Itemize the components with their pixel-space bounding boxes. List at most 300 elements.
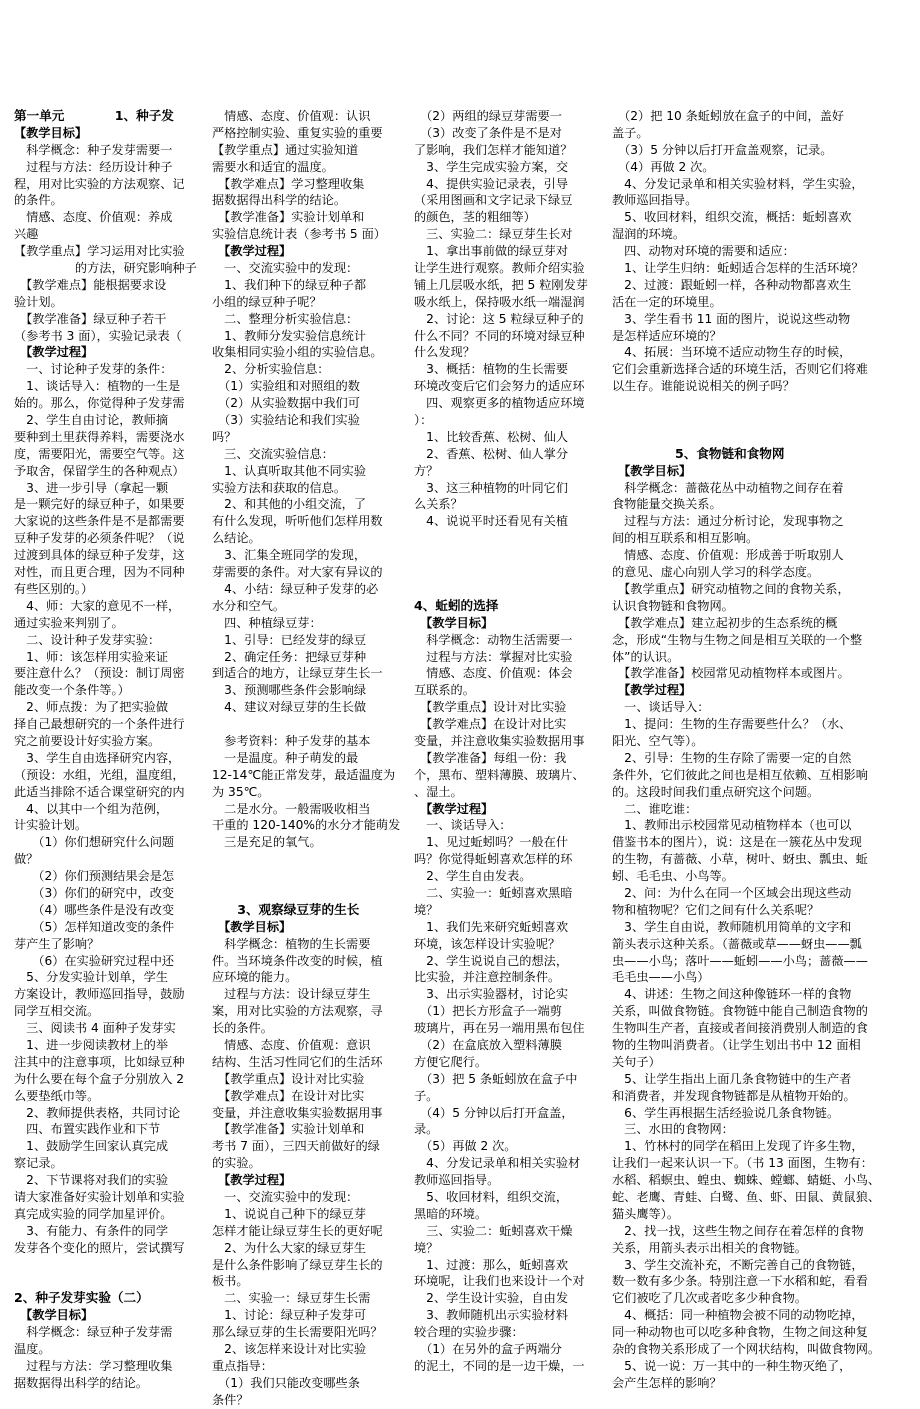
text-line: [612, 429, 910, 446]
text-line: 让我们一起来认识一下。（书 13 面图，生物有：: [612, 1156, 873, 1171]
text-line: 科学概念：种子发芽需要一: [14, 142, 214, 159]
text-line: 兴趣: [14, 226, 214, 243]
text-line: 了影响，我们怎样才能知道？: [414, 142, 640, 159]
text-line: （2）在盒底放入塑料薄膜: [414, 1037, 640, 1054]
text-line: 3、预测哪些条件会影响绿: [212, 682, 440, 699]
text-line: 境？: [414, 902, 640, 919]
text-line: （5）再做 2 次。: [414, 1138, 640, 1155]
text-line: 【教学准备】每组一份：我: [414, 750, 640, 767]
text-line: 案，用对比实验的方法观察，寻: [212, 1003, 440, 1020]
section-heading: 5、食物链和食物网: [612, 445, 785, 461]
text-line: 过程与方法：掌握对比实验: [414, 649, 640, 666]
text-line: 计实验计划。: [14, 817, 214, 834]
text-line: 2、确定任务：把绿豆芽种: [212, 649, 440, 666]
text-line: 的方法，研究影响种子: [14, 260, 214, 277]
bold-label: 【教学目标】: [212, 919, 440, 936]
text-line: （3）实验结论和我们实验: [212, 412, 440, 429]
text-line: 条件？: [212, 1392, 440, 1409]
text-line: 2、学生说说自己的想法，: [414, 953, 640, 970]
text-line: 对性，而且更合理，因为不同种: [14, 564, 214, 581]
text-line: （4）5 分钟以后打开盒盖，: [414, 1105, 640, 1122]
bold-label: 【教学目标】: [14, 125, 214, 142]
text-line: 1、谈话导入：植物的一生是: [14, 378, 214, 395]
text-line: 【教学重点】研究动植物之间的食物关系，: [612, 581, 850, 596]
text-line: 3、汇集全班同学的发现，: [212, 547, 440, 564]
text-line: 么结论。: [212, 530, 440, 547]
text-line: 是怎样适应环境的？: [612, 328, 722, 343]
text-line: 水分和空气。: [212, 598, 440, 615]
text-line: 四、布置实践作业和下节: [14, 1121, 214, 1138]
text-line: （3）把 5 条蚯蚓放在盒子中: [414, 1071, 640, 1088]
text-line: （1）你们想研究什么问题: [14, 834, 214, 851]
text-line: 么要垫纸巾等。: [14, 1088, 214, 1105]
text-line: 2、教师提供表格，共同讨论: [14, 1105, 214, 1122]
text-line: 12-14℃能正常发芽，最适温度为: [212, 767, 440, 784]
text-line: 1、师：该怎样用实验来证: [14, 649, 214, 666]
text-line: （2）两组的绿豆芽需要一: [414, 108, 640, 125]
text-line: 【教学难点】在设计对比实: [212, 1088, 440, 1105]
text-line: 大家说的这些条件是不是都需要: [14, 513, 214, 530]
column-2: [212, 108, 440, 1407]
text-line: 2、引导：生物的生存除了需要一定的自然: [612, 750, 852, 765]
text-line: 3、学生看书 11 面的图片，说说这些动物: [612, 311, 851, 326]
text-line: （采用图画和文字记录下绿豆: [414, 192, 640, 209]
text-line: 盖子。: [612, 125, 649, 140]
text-line: 3、这三种植物的叶同它们: [414, 480, 640, 497]
text-line: 2、和其他的小组交流，了: [212, 496, 440, 513]
text-line: 情感、态度、价值观：认识: [212, 108, 440, 125]
text-line: 4、小结：绿豆种子发芽的必: [212, 581, 440, 598]
bold-label: 【教学目标】: [612, 463, 692, 478]
text-line: 吗？你觉得蚯蚓喜欢怎样的环: [414, 851, 640, 868]
text-line: 小组的绿豆种子呢？: [212, 294, 440, 311]
text-line: 三、实验二：蚯蚓喜欢干燥: [414, 1223, 640, 1240]
text-line: [414, 581, 640, 598]
text-line: 1、过渡：那么，蚯蚓喜欢: [414, 1257, 640, 1274]
bold-label: 【教学过程】: [212, 1172, 440, 1189]
text-line: 1、见过蚯蚓吗？一般在什: [414, 834, 640, 851]
text-line: 较合理的实验步骤：: [414, 1324, 640, 1341]
section-heading: 3、观察绿豆芽的生长: [212, 902, 440, 919]
text-line: 活在一定的环境里。: [612, 294, 722, 309]
text-line: 【教学难点】建立起初步的生态系统的概: [612, 615, 838, 630]
text-line: 它们会重新选择合适的环境生活，否则它们将难: [612, 362, 868, 377]
text-line: 三、水田的食物网：: [612, 1122, 734, 1137]
text-line: 一、谈话导入：: [414, 817, 640, 834]
text-line: 二、实验一：蚯蚓喜欢黑暗: [414, 885, 640, 902]
text-line: 2、讨论：这 5 粒绿豆种子的: [414, 311, 640, 328]
text-line: 芽产生了影响？: [14, 936, 214, 953]
text-line: 6、学生再根据生活经验说几条食物链。: [612, 1105, 840, 1120]
text-line: 生物叫生产者，直接或者间接消费别人制造的食: [612, 1021, 868, 1036]
text-line: （2）你们预测结果会是怎: [14, 868, 214, 885]
text-line: 怎样才能让绿豆芽生长的更好呢: [212, 1223, 440, 1240]
text-line: 关系，叫做食物链。食物链中能自己制造食物的: [612, 1004, 868, 1019]
text-line: 板书。: [212, 1273, 440, 1290]
text-line: 情感、态度、价值观：体会: [414, 665, 640, 682]
text-line: 念，形成“生物与生物之间是相互关联的一个整: [612, 632, 863, 647]
text-line: 玻璃片，再在另一端用黑布包住: [414, 1020, 640, 1037]
text-line: 同一种动物也可以吃多种食物，生物之间这种复: [612, 1325, 868, 1340]
text-line: 1、说说自己种下的绿豆芽: [212, 1206, 440, 1223]
text-line: 【教学难点】学习整理收集: [212, 176, 440, 193]
text-line: 5、说一说：万一其中的一种生物灭绝了，: [612, 1358, 852, 1373]
text-line: [212, 868, 440, 885]
text-line: （参考书 3 面），实验记录表（: [14, 328, 214, 345]
text-line: 3、学生完成实验方案，交: [414, 159, 640, 176]
text-line: （6）在实验研究过程中还: [14, 953, 214, 970]
text-line: （预设：水组，光组，温度组，: [14, 767, 214, 784]
text-line: 会产生怎样的影响？: [612, 1375, 722, 1390]
text-line: 四、观察更多的植物适应环境: [414, 395, 640, 412]
text-line: 5、收回材料，组织交流，概括：蚯蚓喜欢: [612, 210, 852, 225]
text-line: 2、香蕉、松树、仙人掌分: [414, 446, 640, 463]
text-line: 注其中的注意事项，比如绿豆种: [14, 1054, 214, 1071]
text-line: 教师巡回指导。: [612, 193, 698, 208]
text-line: 收集相同实验小组的实验信息。: [212, 344, 440, 361]
text-line: 应环境的能力。: [212, 969, 440, 986]
text-line: 湿润的环境。: [612, 227, 686, 242]
text-line: 的意见、虚心向别人学习的科学态度。: [612, 565, 820, 580]
text-line: 发芽各个变化的照片，尝试撰写: [14, 1240, 214, 1257]
text-line: 3、出示实验器材，讨论实: [414, 986, 640, 1003]
text-line: 间的相互联系和相互影响。: [612, 531, 759, 546]
text-line: [414, 547, 640, 564]
text-line: （5）怎样知道改变的条件: [14, 919, 214, 936]
text-line: 二、谁吃谁：: [612, 801, 698, 816]
text-line: [212, 716, 440, 733]
text-line: 3、教师随机出示实验材料: [414, 1307, 640, 1324]
text-line: 始的。那么，你觉得种子发芽需: [14, 395, 214, 412]
text-line: 三、实验二：绿豆芽生长对: [414, 226, 640, 243]
section-heading: 第一单元 1、种子发: [14, 108, 214, 125]
text-line: 环境，该怎样设计实验呢？: [414, 936, 640, 953]
text-line: 以生存。谁能说说相关的例子吗？: [612, 379, 795, 394]
text-line: 3、有能力、有条件的同学: [14, 1223, 214, 1240]
text-line: 蛇、老鹰、青蛙、白鹭、鱼、虾、田鼠、黄鼠狼、: [612, 1190, 881, 1204]
bold-label: 【教学目标】: [14, 1307, 214, 1324]
text-line: 4、以其中一个组为范例，: [14, 801, 214, 818]
text-line: 温度。: [14, 1341, 214, 1358]
text-line: 过程与方法：设计绿豆芽生: [212, 986, 440, 1003]
text-line: 2、分析实验信息：: [212, 361, 440, 378]
text-line: 方案设计，教师巡回指导，鼓励: [14, 986, 214, 1003]
text-line: 和消费者，并发现食物链都是从植物开始的。: [612, 1088, 856, 1103]
text-line: 吸水纸上，保持吸水纸一端湿润: [414, 294, 640, 311]
text-line: 参考资料：种子发芽的基本: [212, 733, 440, 750]
text-line: （1）我们只能改变哪些条: [212, 1375, 440, 1392]
text-line: [612, 412, 910, 429]
text-line: 有什么发现，听听他们怎样用数: [212, 513, 440, 530]
text-line: （1）实验组和对照组的数: [212, 378, 440, 395]
text-line: 的。这段时间我们重点研究这个问题。: [612, 784, 820, 799]
text-line: 箭头表示这种关系。（蔷薇或草——蚜虫——瓢: [612, 936, 862, 951]
text-line: 2、下节课将对我们的实验: [14, 1172, 214, 1189]
text-line: 变量，并注意收集实验数据用事: [212, 1105, 440, 1122]
text-line: 蚓、毛毛虫、小鸟等。: [612, 869, 734, 884]
text-line: （3）你们的研究中，改变: [14, 885, 214, 902]
text-line: [612, 395, 910, 412]
text-line: 一是温度。种子萌发的最: [212, 750, 440, 767]
text-line: 要注意什么？（预设：制订周密: [14, 665, 214, 682]
text-line: [14, 1273, 214, 1290]
text-line: 比实验，并注意控制条件。: [414, 969, 640, 986]
column-1: [14, 108, 214, 1390]
text-line: 的颜色，茎的粗细等）: [414, 209, 640, 226]
text-line: 要种到土里获得养料，需要浇水: [14, 429, 214, 446]
text-line: 科学概念：植物的生长需要: [212, 936, 440, 953]
text-line: （1）把长方形盒子一端剪: [414, 1003, 640, 1020]
text-line: 5、收回材料，组织交流，: [414, 1189, 640, 1206]
text-line: [212, 885, 440, 902]
text-line: 做？: [14, 851, 214, 868]
bold-label: 【教学过程】: [14, 344, 214, 361]
text-line: （3）5 分钟以后打开盒盖观察，记录。: [612, 142, 833, 157]
text-line: 4、拓展：当环境不适应动物生存的时候，: [612, 345, 852, 360]
text-line: 过程与方法：通过分析讨论，发现事物之: [612, 514, 844, 529]
text-line: 【教学难点】在设计对比实: [414, 716, 640, 733]
text-line: 三、阅读书 4 面种子发芽实: [14, 1020, 214, 1037]
text-line: [212, 851, 440, 868]
text-line: 什么发现？: [414, 344, 640, 361]
text-line: 一、交流实验中的发现：: [212, 260, 440, 277]
text-line: 1、竹林村的同学在稻田上发现了许多生物，: [612, 1139, 864, 1154]
text-line: 条件外，它们彼此之间也是相互依赖、互相影响: [612, 767, 868, 782]
text-line: [414, 564, 640, 581]
text-line: 的条件。: [14, 192, 214, 209]
text-line: 长的条件。: [212, 1020, 440, 1037]
text-line: 二、实验一：绿豆芽生长需: [212, 1290, 440, 1307]
text-line: 【教学重点】设计对比实验: [212, 1071, 440, 1088]
text-line: 1、进一步阅读教材上的举: [14, 1037, 214, 1054]
bold-label: 【教学过程】: [612, 683, 692, 698]
text-line: 实验方法和获取的信息。: [212, 480, 440, 497]
text-line: 四、动物对环境的需要和适应：: [612, 244, 795, 259]
text-line: 2、问：为什么在同一个区域会出现这些动: [612, 885, 852, 900]
text-line: 的生物，有蔷薇、小草，树叶、蚜虫、瓢虫、蚯: [612, 852, 868, 867]
text-line: 是一颗完好的绿豆种子，如果要: [14, 496, 214, 513]
text-line: 个，黑布、塑料薄膜、玻璃片、: [414, 767, 640, 784]
text-line: 的泥土，不同的是一边干燥，一: [414, 1358, 640, 1375]
text-line: 二是水分。一般需吸收相当: [212, 801, 440, 818]
text-line: 【教学准备】实验计划单和: [212, 1121, 440, 1138]
text-line: 2、找一找，这些生物之间存在着怎样的食物: [612, 1223, 864, 1238]
text-line: 2、该怎样来设计对比实验: [212, 1341, 440, 1358]
text-line: 【教学重点】学习运用对比实验: [14, 243, 214, 260]
text-line: 4、说说平时还看见有关植: [414, 513, 640, 530]
text-line: 1、我们先来研究蚯蚓喜欢: [414, 919, 640, 936]
text-line: 实验信息统计表（参考书 5 面）: [212, 226, 440, 243]
text-line: 情感、态度、价值观：形成善于听取别人: [612, 548, 844, 563]
text-line: 科学概念：动物生活需要一: [414, 632, 640, 649]
text-line: 【教学难点】能根据要求设: [14, 277, 214, 294]
text-line: [414, 530, 640, 547]
text-line: 方？: [414, 463, 640, 480]
text-line: 芽需要的条件。对大家有异议的: [212, 564, 440, 581]
text-line: 结构、生活习性同它们的生活环: [212, 1054, 440, 1071]
text-line: 为什么要在每个盒子分别放入 2: [14, 1071, 214, 1088]
text-line: 为 35℃。: [212, 784, 440, 801]
text-line: 据数据得出科学的结论。: [212, 192, 440, 209]
text-line: 件。当环境条件改变的时候，植: [212, 953, 440, 970]
text-line: 科学概念：绿豆种子发芽需: [14, 1324, 214, 1341]
text-line: 4、讲述：生物之间这种像链环一样的食物: [612, 987, 852, 1002]
text-line: 豆种子发芽的必须条件呢？（说: [14, 530, 214, 547]
text-line: 请大家准备好实验计划单和实验: [14, 1189, 214, 1206]
text-line: 3、学生自由选择研究内容，: [14, 750, 214, 767]
bold-label: 【教学过程】: [414, 801, 640, 818]
text-line: 吗？: [212, 429, 440, 446]
text-line: 食物能量交换关系。: [612, 497, 722, 512]
text-line: 究之前要设计好实验方案。: [14, 733, 214, 750]
text-line: 杂的食物关系形成了一个网状结构，叫做食物网。: [612, 1342, 881, 1357]
column-3: [414, 108, 640, 1373]
text-line: 教师巡回指导。: [414, 1172, 640, 1189]
text-line: 让学生进行观察。教师介绍实验: [414, 260, 640, 277]
text-line: 2、为什么大家的绿豆芽生: [212, 1240, 440, 1257]
text-line: 1、比较香蕉、松树、仙人: [414, 429, 640, 446]
text-line: 是什么条件影响了绿豆芽生长的: [212, 1257, 440, 1274]
text-line: 1、鼓励学生回家认真完成: [14, 1138, 214, 1155]
text-line: 5、让学生指出上面几条食物链中的生产者: [612, 1071, 852, 1086]
text-line: 考书 7 面），三四天前做好的绿: [212, 1138, 440, 1155]
text-line: 1、教师出示校园常见动植物样本（也可以: [612, 818, 852, 833]
text-line: 过程与方法：经历设计种子: [14, 159, 214, 176]
text-line: 什么不同？不同的环境对绿豆种: [414, 328, 640, 345]
text-line: 有些区别的。）: [14, 581, 214, 598]
text-line: 水稻、稻螟虫、蝗虫、蜘蛛、螳螂、蜻蜓、小鸟、: [612, 1173, 881, 1188]
text-line: 情感、态度、价值观：意识: [212, 1037, 440, 1054]
text-line: 2、师点拨：为了把实验做: [14, 699, 214, 716]
text-line: 干重的 120-140%的水分才能萌发: [212, 817, 440, 834]
text-line: 据数据得出科学的结论。: [14, 1375, 214, 1392]
text-line: 【教学准备】实验计划单和: [212, 209, 440, 226]
text-line: 【教学准备】校园常见动植物样本或图片。: [612, 666, 850, 681]
text-line: 同学互相交流。: [14, 1003, 214, 1020]
text-line: 四、种植绿豆芽：: [212, 615, 440, 632]
text-line: 2、学生设计实验，自由发: [414, 1290, 640, 1307]
text-line: 4、分发记录单和相关实验材: [414, 1155, 640, 1172]
text-line: 择自己最想研究的一个条件进行: [14, 716, 214, 733]
text-line: 1、提问：生物的生存需要些什么？（水、: [612, 717, 852, 732]
text-line: 重点指导：: [212, 1358, 440, 1375]
text-line: 2、过渡：跟蚯蚓一样，各种动物都喜欢生: [612, 277, 852, 292]
text-line: 程，用对比实验的方法观察、记: [14, 176, 214, 193]
text-line: 二、整理分析实验信息：: [212, 311, 440, 328]
text-line: （1）在另外的盒子两端分: [414, 1341, 640, 1358]
text-line: 物和植物呢？它们之间有什么关系呢？: [612, 902, 820, 917]
text-line: 借鉴书本的图片），说：这是在一簇花丛中发现: [612, 835, 862, 850]
text-line: 猫头鹰等）。: [612, 1206, 680, 1221]
text-line: （2）把 10 条蚯蚓放在盒子的中间，盖好: [612, 109, 845, 123]
text-line: 予取舍，保留学生的各种观点）: [14, 463, 214, 480]
text-line: 4、师：大家的意见不一样，: [14, 598, 214, 615]
text-line: 的实验。: [212, 1155, 440, 1172]
text-line: 真完成实验的同学加星评价。: [14, 1206, 214, 1223]
text-line: 科学概念：蔷薇花丛中动植物之间存在着: [612, 480, 844, 495]
text-line: 子。: [414, 1088, 640, 1105]
text-line: 2、学生自由发表。: [414, 868, 640, 885]
text-line: ）：: [414, 412, 640, 429]
bold-label: 【教学过程】: [212, 243, 440, 260]
text-line: 环境改变后它们会努力的适应环: [414, 378, 640, 395]
text-line: 1、拿出事前做的绿豆芽对: [414, 243, 640, 260]
text-line: 三是充足的氧气。: [212, 834, 440, 851]
text-line: [14, 1257, 214, 1274]
column-4: [612, 108, 910, 1390]
text-line: 阳光、空气等）。: [612, 733, 704, 748]
text-line: 1、引导：已经发芽的绿豆: [212, 632, 440, 649]
text-line: 一、谈话导入：: [612, 700, 710, 715]
text-line: 它们被吃了几次或者吃多少种食物。: [612, 1291, 807, 1306]
text-line: 验计划。: [14, 294, 214, 311]
text-line: 度，需要阳光，需要空气等。这: [14, 446, 214, 463]
text-line: 3、学生交流补充，不断完善自己的食物链，: [612, 1257, 864, 1272]
text-line: 察记录。: [14, 1155, 214, 1172]
text-line: 境？: [414, 1240, 640, 1257]
text-line: 黑暗的环境。: [414, 1206, 640, 1223]
text-line: 【教学重点】设计对比实验: [414, 699, 640, 716]
text-line: 么关系？: [414, 496, 640, 513]
text-line: （4）再做 2 次。: [612, 159, 715, 174]
text-line: 1、让学生归纳：蚯蚓适合怎样的生活环境？: [612, 261, 864, 276]
text-line: 二、设计种子发芽实验：: [14, 632, 214, 649]
text-line: 3、学生自由说，教师随机用简单的文字和: [612, 919, 852, 934]
text-line: 1、教师分发实验信息统计: [212, 328, 440, 345]
text-line: 4、分发记录单和相关实验材料，学生实验，: [612, 176, 864, 191]
text-line: 方便它爬行。: [414, 1054, 640, 1071]
text-line: 严格控制实验、重复实验的重要: [212, 125, 440, 142]
text-line: （2）从实验数据中我们可: [212, 395, 440, 412]
text-line: 一、讨论种子发芽的条件：: [14, 361, 214, 378]
text-line: 能改变一个条件等。）: [14, 682, 214, 699]
text-line: 1、我们种下的绿豆种子都: [212, 277, 440, 294]
text-line: 4、提供实验记录表，引导: [414, 176, 640, 193]
text-line: 2、学生自由讨论，教师摘: [14, 412, 214, 429]
text-line: 铺上几层吸水纸，把 5 粒刚发芽: [414, 277, 640, 294]
text-line: 环境呢，让我们也来设计一个对: [414, 1273, 640, 1290]
text-line: 一、交流实验中的发现：: [212, 1189, 440, 1206]
text-line: 【教学准备】绿豆种子若干: [14, 311, 214, 328]
text-line: 物的生物叫消费者。（让学生划出书中 12 面相: [612, 1037, 861, 1052]
text-line: 那么绿豆芽的生长需要阳光吗？: [212, 1324, 440, 1341]
text-line: 关句子）: [612, 1054, 661, 1069]
text-line: 1、讨论：绿豆种子发芽可: [212, 1307, 440, 1324]
text-line: 3、进一步引导（拿起一颗: [14, 480, 214, 497]
text-line: 4、建议对绿豆芽的生长做: [212, 699, 440, 716]
text-line: 此适当排除不适合课堂研究的内: [14, 784, 214, 801]
text-line: 【教学重点】通过实验知道: [212, 142, 440, 159]
section-heading: 4、蚯蚓的选择: [414, 598, 640, 615]
text-line: 三、交流实验信息：: [212, 446, 440, 463]
section-heading: 2、种子发芽实验（二）: [14, 1290, 214, 1307]
text-line: （3）改变了条件是不是对: [414, 125, 640, 142]
text-line: 情感、态度、价值观：养成: [14, 209, 214, 226]
text-line: 5、分发实验计划单，学生: [14, 969, 214, 986]
text-line: 虫——小鸟；落叶——蚯蚓——小鸟；蔷薇——: [612, 953, 868, 968]
text-line: 数一数有多少条。特别注意一下水稻和蛇，看看: [612, 1274, 868, 1289]
text-line: （4）哪些条件是没有改变: [14, 902, 214, 919]
text-line: 毛毛虫——小鸟）: [612, 970, 710, 985]
text-line: 过程与方法：学习整理收集: [14, 1358, 214, 1375]
text-line: 变量，并注意收集实验数据用事: [414, 733, 640, 750]
text-line: 通过实验来判别了。: [14, 615, 214, 632]
bold-label: 【教学目标】: [414, 615, 640, 632]
text-line: 、湿土。: [414, 784, 640, 801]
text-line: 1、认真听取其他不同实验: [212, 463, 440, 480]
text-line: 需要水和适宜的温度。: [212, 159, 440, 176]
text-line: 认识食物链和食物网。: [612, 598, 734, 613]
